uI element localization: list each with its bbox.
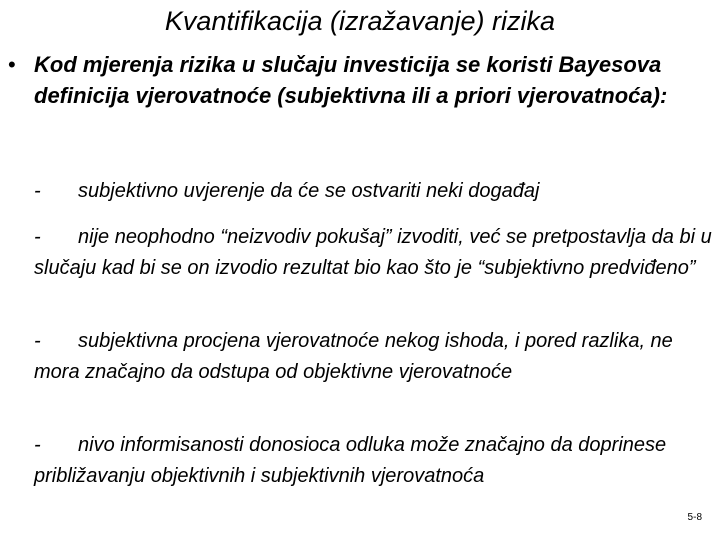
dash-icon: - xyxy=(34,226,41,248)
sub-item-text: nije neophodno “neizvodiv pokušaj” izvoditi, već se pretpostavlja da bi u slučaju kad bi se on izvodio rezultat bio kao što je “subjektivno predviđeno” xyxy=(34,226,712,279)
slide-title: Kvantifikacija (izražavanje) rizika xyxy=(164,6,556,36)
sub-item xyxy=(34,222,714,284)
dash-icon: - xyxy=(34,330,41,352)
sub-item xyxy=(34,326,714,388)
sub-item xyxy=(34,430,714,492)
dash-icon: - xyxy=(34,180,41,202)
sub-item-text: subjektivno uvjerenje da će se ostvariti neki događaj xyxy=(78,180,540,202)
sub-item-text: nivo informisanosti donosioca odluka može značajno da doprinese približavanju objektivnih i subjektivnih vjerovatnoća xyxy=(34,434,667,487)
dash-icon: - xyxy=(34,434,41,456)
main-bullet-text: Kod mjerenja rizika u slučaju investicija se koristi Bayesova definicija vjerovatnoće (subjektivna ili a priori vjerovatnoća): xyxy=(34,52,668,108)
page-number: 5-8 xyxy=(687,512,702,523)
sub-item-text: subjektivna procjena vjerovatnoće nekog ishoda, i pored razlika, ne mora značajno da odstupa od objektivne vjerovatnoće xyxy=(34,330,673,383)
sub-item xyxy=(34,176,714,207)
bullet-dot-icon: • xyxy=(8,52,16,77)
